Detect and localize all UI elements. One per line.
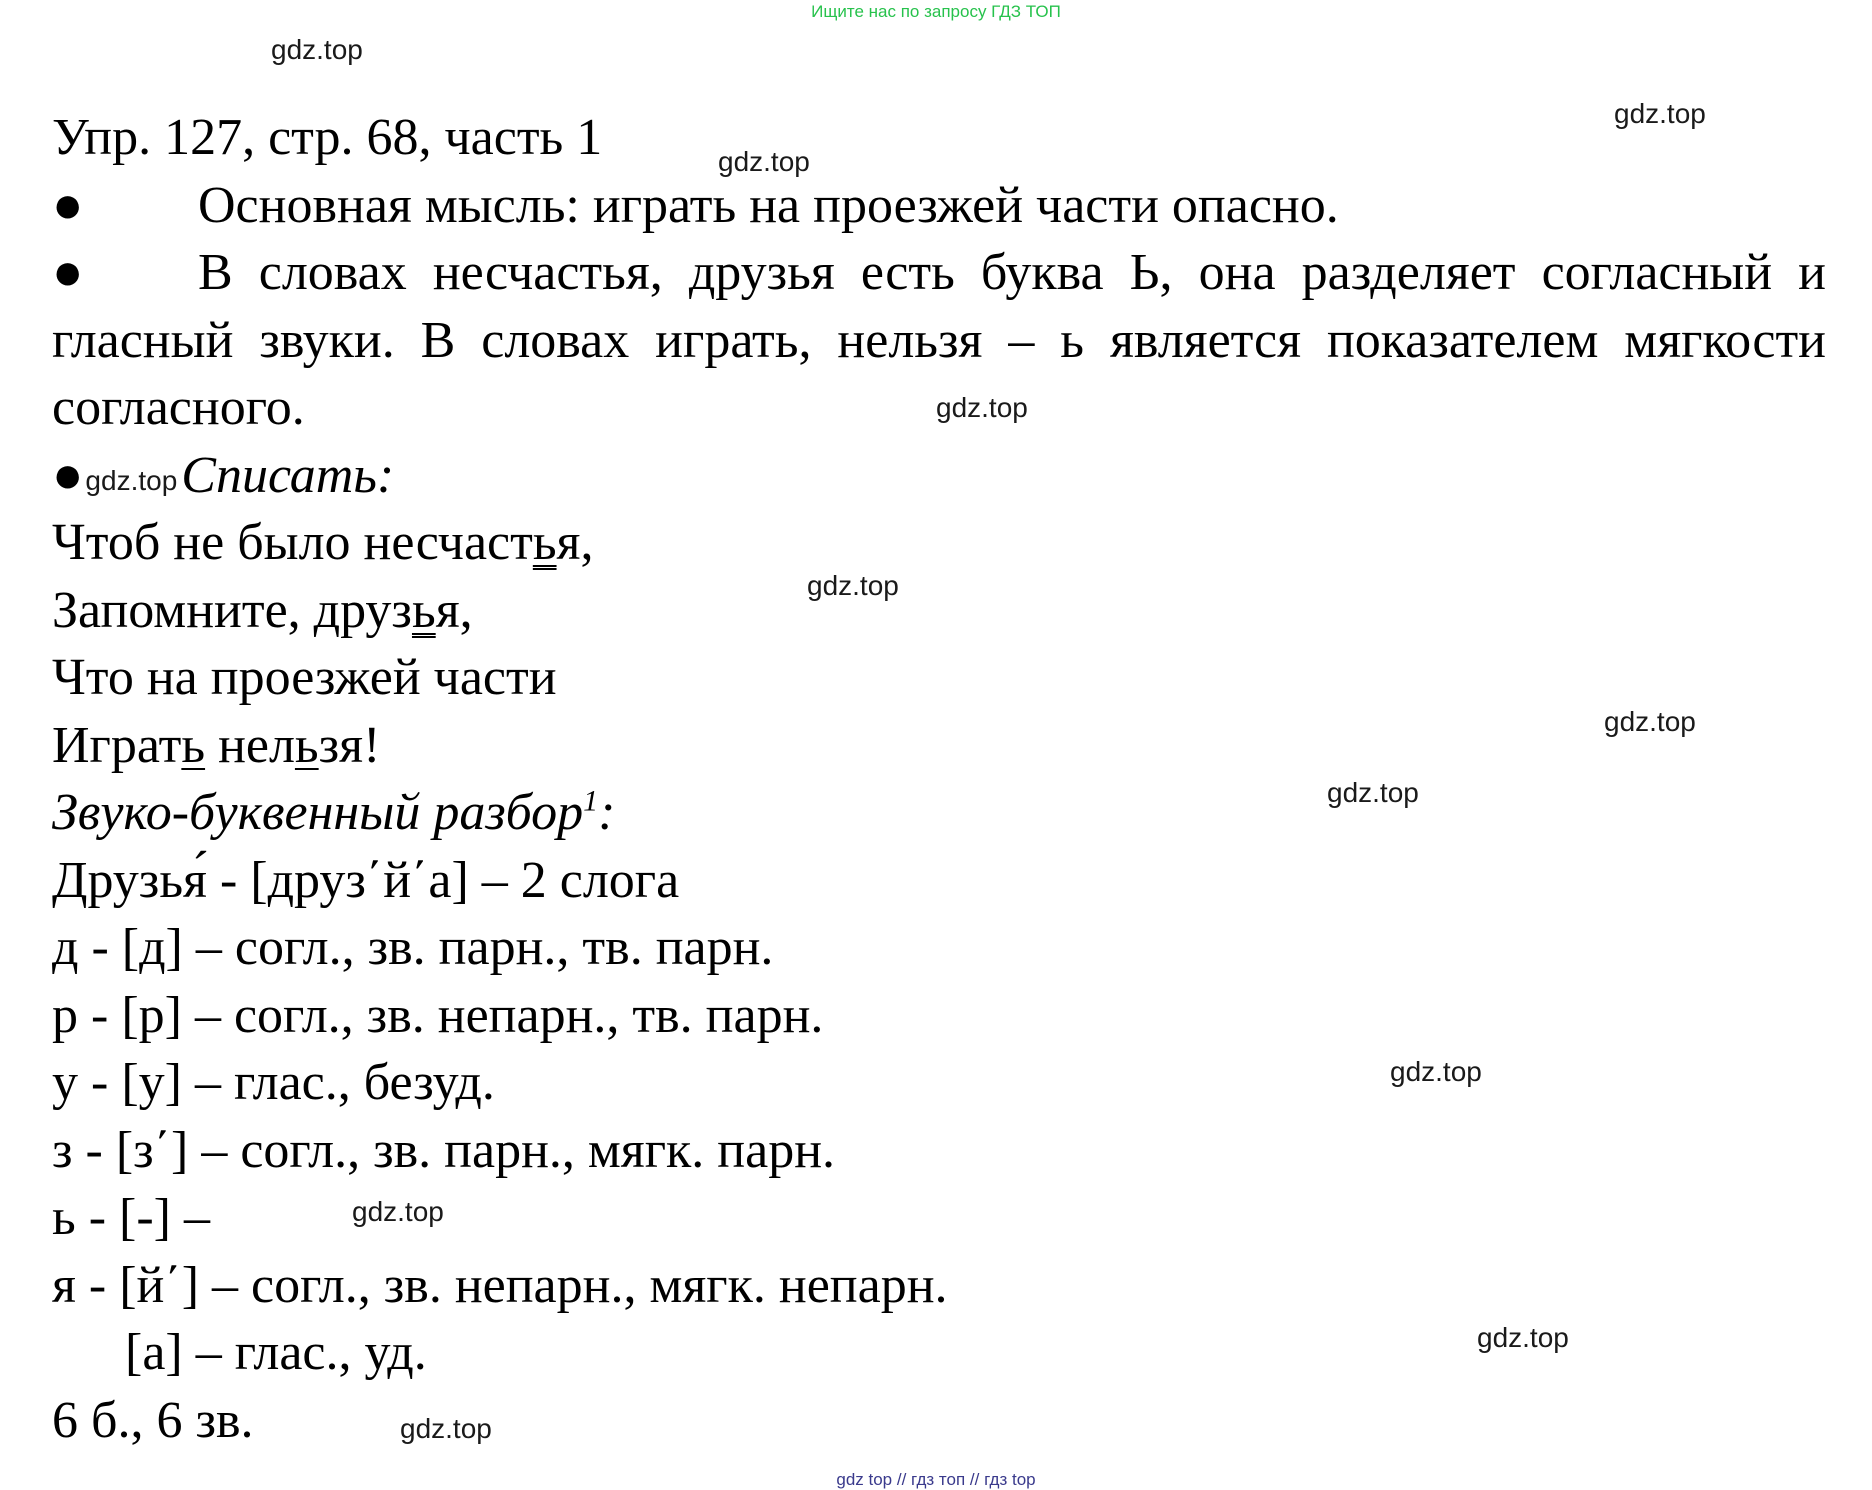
analysis-row: д - [д] – согл., зв. парн., тв. парн. [52, 919, 774, 976]
watermark-text: gdz.top [1614, 98, 1706, 129]
poem-text: я, [435, 581, 473, 639]
bullet-item-copy [52, 442, 1826, 510]
bullet-item-main-idea [52, 172, 1826, 240]
underlined-letter: ь [294, 716, 319, 774]
watermark-text: gdz.top [352, 1196, 444, 1227]
analysis-word-line: Друзья́ - [друз΄й΄а] – 2 слога [52, 851, 680, 909]
poem-text: Запомните, друз [52, 581, 412, 639]
analysis-row: я - [й΄] – согл., зв. непарн., мягк. непарн. [52, 1256, 948, 1314]
bullet-icon: ● [52, 244, 84, 301]
poem-line [52, 509, 1826, 577]
poem-text: Чтоб не было несчаст [52, 514, 533, 571]
poem-text: я, [556, 514, 594, 571]
footer-links [0, 1470, 1872, 1490]
bullet-icon: ● [52, 446, 84, 504]
bullet-item-soft-sign [52, 239, 1826, 442]
watermark-text: gdz.top [936, 392, 1028, 423]
watermark-text: gdz.top [271, 34, 363, 65]
footer-separator: // [969, 1470, 980, 1489]
watermark-text: gdz.top [85, 464, 178, 496]
analysis-label: Звуко-буквенный разбор [52, 784, 584, 841]
underlined-letter: ь [411, 581, 436, 639]
analysis-row: ь - [-] – [52, 1189, 210, 1246]
watermark-text: gdz.top [400, 1413, 492, 1444]
poem-text: зя! [318, 716, 381, 774]
poem-line: Что на проезжей части [52, 649, 557, 706]
watermark-text: gdz.top [718, 146, 810, 177]
analysis-row-indented: [а] – глас., уд. [125, 1324, 427, 1381]
underlined-letter: ь [532, 514, 557, 571]
watermark-text: gdz.top [807, 570, 899, 601]
bullet-text: В словах несчастья, друзья есть буква Ь, она разделяет согласный и гласный звуки. В словах играть, нельзя – ь является показателем мягкости согласного. [52, 244, 1826, 436]
analysis-heading [52, 779, 1826, 847]
poem-line [52, 712, 1826, 780]
bullet-text: Основная мысль: играть на проезжей части опасно. [198, 176, 1339, 234]
watermark-text: gdz.top [1604, 706, 1696, 737]
top-banner-link[interactable]: Ищите нас по запросу ГДЗ ТОП [811, 2, 1061, 21]
analysis-summary: 6 б., 6 зв. [52, 1391, 254, 1449]
footnote-marker: 1 [583, 784, 599, 818]
poem-line [52, 577, 1826, 645]
document-body [52, 104, 1826, 1454]
bullet-icon: ● [52, 176, 84, 234]
poem-text: нел [205, 716, 295, 774]
exercise-heading: Упр. 127, стр. 68, часть 1 [52, 109, 603, 166]
analysis-row: р - [р] – согл., зв. непарн., тв. парн. [52, 986, 824, 1044]
analysis-row: з - [з΄] – согл., зв. парн., мягк. парн. [52, 1121, 836, 1179]
watermark-text: gdz.top [1327, 777, 1419, 808]
footer-separator: // [896, 1470, 907, 1489]
copy-label: Списать: [181, 446, 395, 504]
watermark-text: gdz.top [1477, 1322, 1569, 1353]
analysis-colon: : [598, 784, 616, 841]
watermark-text: gdz.top [1390, 1056, 1482, 1087]
footer-link[interactable]: гдз топ [911, 1470, 966, 1489]
footer-link[interactable]: gdz top [836, 1470, 893, 1489]
analysis-row: у - [у] – глас., безуд. [52, 1054, 495, 1111]
underlined-letter: ь [181, 716, 206, 774]
footer-link[interactable]: гдз top [984, 1470, 1036, 1489]
poem-text: Играт [52, 716, 182, 774]
